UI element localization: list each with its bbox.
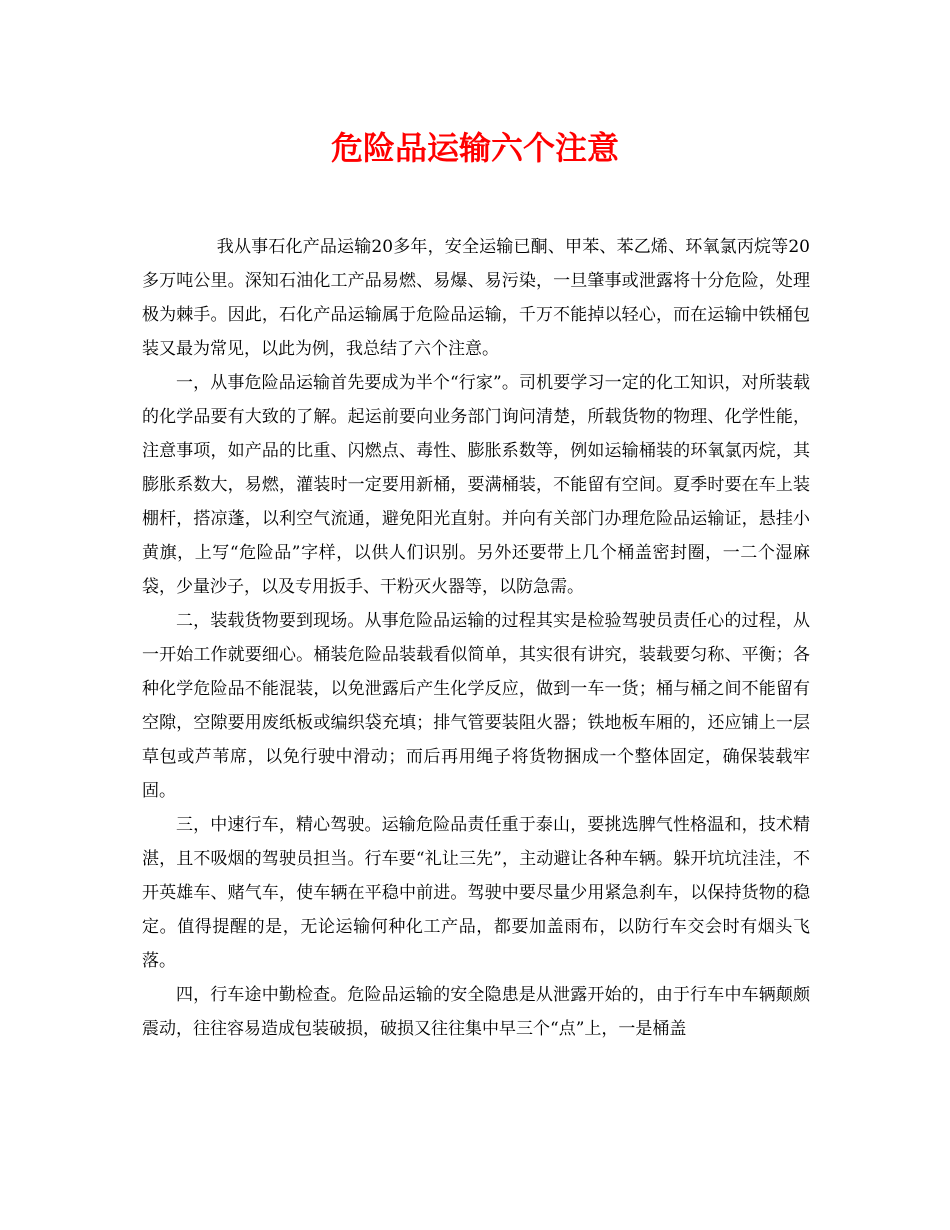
paragraph-point-3: 三，中速行车，精心驾驶。运输危险品责任重于泰山，要挑选脾气性格温和，技术精湛，且不吸烟的驾驶员担当。行车要“礼让三先”，主动避让各种车辆。躲开坑坑洼洼，不开英雄车、赌气车，使车辆在平稳中前进。驾驶中要尽量少用紧急刹车，以保持货物的稳定。值得提醒的是，无论运输何种化工产品，都要加盖雨布，以防行车交会时有烟头飞落。 xyxy=(142,815,810,971)
paragraph-intro: 我从事石化产品运输20多年，安全运输已酮、甲苯、苯乙烯、环氧氯丙烷等20多万吨公里。深知石油化工产品易燃、易爆、易污染，一旦肇事或泄露将十分危险，处理极为棘手。因此，石化产品运输属于危险品运输，千万不能掉以轻心，而在运输中铁桶包装又最为常见，以此为例，我总结了六个注意。 xyxy=(142,237,810,359)
paragraph-point-2: 二，装载货物要到现场。从事危险品运输的过程其实是检验驾驶员责任心的过程，从一开始工作就要细心。桶装危险品装载看似简单，其实很有讲究，装载要匀称、平衡；各种化学危险品不能混装，以免泄露后产生化学反应，做到一车一货；桶与桶之间不能留有空隙，空隙要用废纸板或编织袋充填；排气管要装阻火器；铁地板车厢的，还应铺上一层草包或芦苇席，以免行驶中滑动；而后再用绳子将货物捆成一个整体固定，确保装载牢固。 xyxy=(142,611,810,801)
document-body xyxy=(142,230,810,1046)
paragraph-point-4: 四，行车途中勤检查。危险品运输的安全隐患是从泄露开始的，由于行车中车辆颠颇震动，往往容易造成包装破损，破损又往往集中早三个“点”上，一是桶盖 xyxy=(142,985,810,1039)
paragraph-point-1: 一，从事危险品运输首先要成为半个“行家”。司机要学习一定的化工知识，对所装载的化学品要有大致的了解。起运前要向业务部门询问清楚，所载货物的物理、化学性能，注意事项，如产品的比重、闪燃点、毒性、膨胀系数等，例如运输桶装的环氧氯丙烷，其膨胀系数大，易燃，灌装时一定要用新桶，要满桶装，不能留有空间。夏季时要在车上装棚杆，搭凉蓬，以利空气流通，避免阳光直射。并向有关部门办理危险品运输证，悬挂小黄旗，上写“危险品”字样，以供人们识别。另外还要带上几个桶盖密封圈，一二个湿麻袋，少量沙子，以及专用扳手、干粉灭火器等，以防急需。 xyxy=(142,373,810,597)
document-title: 危险品运输六个注意 xyxy=(330,129,619,167)
